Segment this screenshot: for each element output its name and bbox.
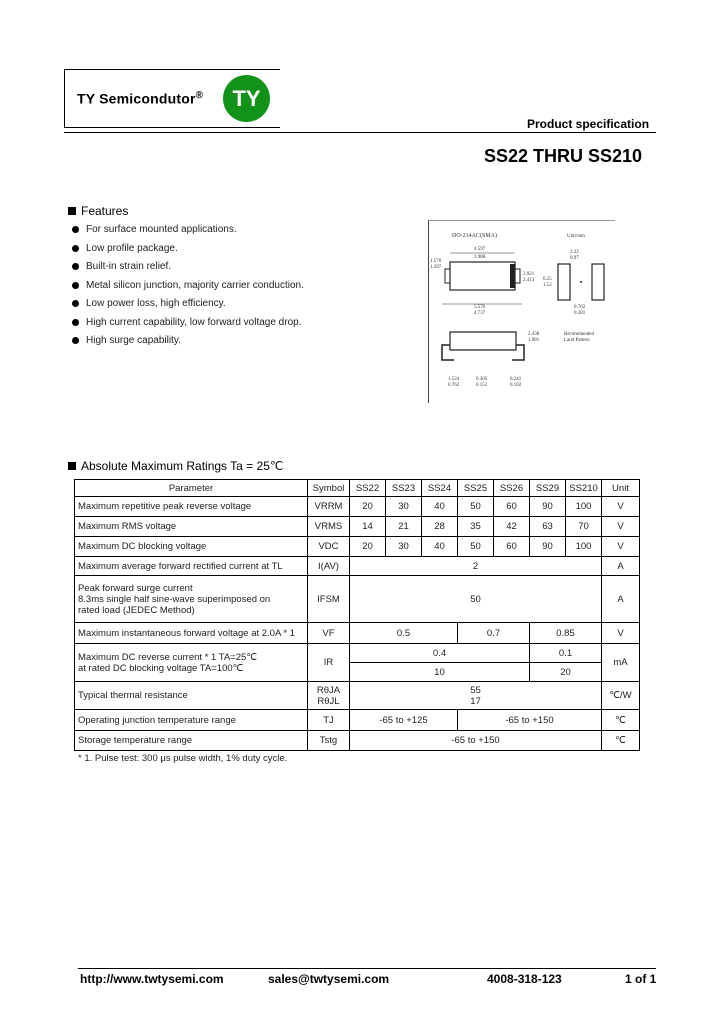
footer-email[interactable]: sales@twtysemi.com bbox=[268, 972, 390, 986]
header-cell: Parameter bbox=[75, 480, 308, 497]
unit-cell: ℃ bbox=[602, 710, 640, 731]
value-cell: 20 bbox=[350, 497, 386, 517]
dim-value: 1.52 bbox=[543, 283, 552, 288]
param-cell bbox=[75, 644, 308, 682]
value-cell: 90 bbox=[530, 497, 566, 517]
value-cell: 63 bbox=[530, 517, 566, 537]
header-cell: SS26 bbox=[494, 480, 530, 497]
dim-value: 2.438 bbox=[528, 332, 540, 337]
value-cell: 0.85 bbox=[530, 623, 602, 644]
dim-value: 2.32 bbox=[570, 250, 579, 255]
feature-item: Low power loss, high efficiency. bbox=[72, 297, 304, 316]
bullet-icon bbox=[72, 226, 79, 233]
feature-item: High current capability, low forward voltage drop. bbox=[72, 316, 304, 335]
value-cell: 30 bbox=[386, 497, 422, 517]
symbol-cell: TJ bbox=[308, 710, 350, 731]
ratings-heading: Absolute Maximum Ratings Ta = 25℃ bbox=[68, 459, 283, 473]
dim-value: 1.570 bbox=[430, 259, 442, 264]
param-cell: Storage temperature range bbox=[75, 731, 308, 751]
symbol-cell: IR bbox=[308, 644, 350, 682]
symbol-cell: VF bbox=[308, 623, 350, 644]
footer-url[interactable]: http://www.twtysemi.com bbox=[80, 972, 224, 986]
dim-value: 3.988 bbox=[474, 255, 486, 260]
header-frame-bottom bbox=[64, 127, 280, 128]
value-cell: 20 bbox=[530, 663, 602, 682]
bullet-icon bbox=[72, 282, 79, 289]
table-header-row bbox=[75, 480, 640, 497]
feature-item: High surge capability. bbox=[72, 334, 304, 353]
header-cell: SS29 bbox=[530, 480, 566, 497]
value-cell: 50 bbox=[458, 497, 494, 517]
value-cell: 42 bbox=[494, 517, 530, 537]
dim-value: 4.597 bbox=[474, 247, 486, 252]
land-pattern-label-1: Recommended bbox=[564, 332, 594, 337]
param-line: at rated DC blocking voltage TA=100℃ bbox=[78, 662, 244, 674]
table-row bbox=[75, 731, 640, 751]
param-cell: Maximum average forward rectified current at TL bbox=[75, 557, 308, 576]
header-cell: Unit bbox=[602, 480, 640, 497]
value-cell: 50 bbox=[350, 576, 602, 623]
value-cell: 0.1 bbox=[530, 644, 602, 663]
dim-value: 0.97 bbox=[570, 256, 579, 261]
dim-value: 1.524 bbox=[448, 377, 460, 382]
dim-value: 0.102 bbox=[510, 383, 522, 388]
param-line: Peak forward surge current bbox=[78, 582, 193, 594]
value-cell: 10 bbox=[350, 663, 530, 682]
dim-value: 1.397 bbox=[430, 265, 442, 270]
symbol-cell: I(AV) bbox=[308, 557, 350, 576]
bullet-icon bbox=[72, 245, 79, 252]
ratings-table bbox=[74, 479, 640, 751]
feature-item: Built-in strain relief. bbox=[72, 260, 304, 279]
header-rule bbox=[64, 132, 656, 133]
value-cell: -65 to +150 bbox=[458, 710, 602, 731]
dim-value: 0.305 bbox=[476, 377, 488, 382]
value-cell: 60 bbox=[494, 537, 530, 557]
features-list bbox=[72, 223, 304, 353]
side-view-body bbox=[450, 332, 516, 350]
value-cell: 0.5 bbox=[350, 623, 458, 644]
header-cell: SS210 bbox=[566, 480, 602, 497]
value-cell: 60 bbox=[494, 497, 530, 517]
value-cell: 21 bbox=[386, 517, 422, 537]
symbol-cell: IFSM bbox=[308, 576, 350, 623]
features-heading: Features bbox=[68, 204, 128, 218]
dim-value: 4.737 bbox=[474, 311, 486, 316]
header-frame-top bbox=[64, 69, 280, 70]
value-line: 17 bbox=[470, 695, 481, 707]
cathode-band bbox=[510, 264, 515, 288]
value-cell: 0.4 bbox=[350, 644, 530, 663]
unit-cell: ℃/W bbox=[602, 682, 640, 710]
param-cell: Maximum RMS voltage bbox=[75, 517, 308, 537]
bullet-icon bbox=[72, 300, 79, 307]
table-row bbox=[75, 710, 640, 731]
product-specification-label: Product specification bbox=[527, 117, 650, 131]
bullet-icon bbox=[72, 319, 79, 326]
symbol-cell: VRMS bbox=[308, 517, 350, 537]
value-cell: 0.7 bbox=[458, 623, 530, 644]
table-row bbox=[75, 623, 640, 644]
header-frame-left bbox=[64, 69, 65, 127]
footer-page-number: 1 of 1 bbox=[625, 972, 657, 986]
top-view-body bbox=[450, 262, 515, 290]
param-cell: Maximum instantaneous forward voltage at 2.0A * 1 bbox=[75, 623, 308, 644]
dim-value: 0.762 bbox=[574, 305, 586, 310]
package-outline-drawing bbox=[428, 220, 618, 406]
package-label: DO-214AC(SMA) bbox=[452, 233, 497, 239]
param-line: rated load (JEDEC Method) bbox=[78, 604, 195, 616]
square-bullet-icon bbox=[68, 207, 76, 215]
header-cell: SS24 bbox=[422, 480, 458, 497]
dim-value: 0.241 bbox=[510, 377, 522, 382]
unit-cell: V bbox=[602, 623, 640, 644]
dim-value: 0.152 bbox=[476, 383, 488, 388]
lead-left bbox=[445, 269, 450, 283]
footer-phone: 4008-318-123 bbox=[487, 972, 562, 986]
symbol-cell: Tstg bbox=[308, 731, 350, 751]
value-cell: 50 bbox=[458, 537, 494, 557]
table-row bbox=[75, 557, 640, 576]
table-row bbox=[75, 517, 640, 537]
value-cell: 100 bbox=[566, 497, 602, 517]
value-cell: 100 bbox=[566, 537, 602, 557]
land-pad-right bbox=[592, 264, 604, 300]
value-cell: 35 bbox=[458, 517, 494, 537]
dim-value: 0.762 bbox=[448, 383, 460, 388]
unit-cell: A bbox=[602, 576, 640, 623]
land-center-mark bbox=[580, 281, 582, 283]
symbol-cell: VRRM bbox=[308, 497, 350, 517]
page-title: SS22 THRU SS210 bbox=[484, 146, 643, 166]
value-cell: 28 bbox=[422, 517, 458, 537]
dim-value: 5.576 bbox=[474, 305, 486, 310]
unit-label: Unit:mm bbox=[567, 234, 586, 239]
footer-rule bbox=[78, 968, 656, 969]
header-cell: SS22 bbox=[350, 480, 386, 497]
param-line: 8.3ms single half sine-wave superimposed on bbox=[78, 593, 271, 605]
brand-name: TY Semicondutor® bbox=[77, 90, 204, 107]
param-cell: Operating junction temperature range bbox=[75, 710, 308, 731]
value-line: 55 bbox=[470, 684, 481, 696]
unit-cell: mA bbox=[602, 644, 640, 682]
dim-value: 2.921 bbox=[523, 272, 535, 277]
table-row bbox=[75, 644, 640, 663]
value-cell: 40 bbox=[422, 497, 458, 517]
value-cell: 40 bbox=[422, 537, 458, 557]
table-row bbox=[75, 576, 640, 623]
param-cell: Maximum DC blocking voltage bbox=[75, 537, 308, 557]
value-cell: 30 bbox=[386, 537, 422, 557]
dim-value: 0.25 bbox=[543, 277, 552, 282]
value-cell: 20 bbox=[350, 537, 386, 557]
feature-item: Metal silicon junction, majority carrier conduction. bbox=[72, 279, 304, 298]
header-cell: SS23 bbox=[386, 480, 422, 497]
symbol-cell bbox=[308, 682, 350, 710]
ty-logo: TY bbox=[223, 75, 270, 122]
value-cell bbox=[350, 682, 602, 710]
lead-right bbox=[515, 269, 520, 283]
symbol-line: RθJL bbox=[317, 695, 340, 707]
side-view-lead-left bbox=[442, 345, 454, 360]
symbol-cell: VDC bbox=[308, 537, 350, 557]
dim-value: 2.413 bbox=[523, 278, 535, 283]
unit-cell: A bbox=[602, 557, 640, 576]
table-row bbox=[75, 537, 640, 557]
bullet-icon bbox=[72, 263, 79, 270]
value-cell: 90 bbox=[530, 537, 566, 557]
param-cell bbox=[75, 576, 308, 623]
feature-item: For surface mounted applications. bbox=[72, 223, 304, 242]
square-bullet-icon bbox=[68, 462, 76, 470]
header-cell: SS25 bbox=[458, 480, 494, 497]
bullet-icon bbox=[72, 337, 79, 344]
registered-mark: ® bbox=[195, 90, 204, 101]
value-cell: 14 bbox=[350, 517, 386, 537]
dim-value: 1.981 bbox=[528, 338, 540, 343]
table-row bbox=[75, 682, 640, 710]
value-cell: 70 bbox=[566, 517, 602, 537]
value-cell: -65 to +125 bbox=[350, 710, 458, 731]
table-row bbox=[75, 497, 640, 517]
value-cell: -65 to +150 bbox=[350, 731, 602, 751]
header-cell: Symbol bbox=[308, 480, 350, 497]
land-pattern-label-2: Land Pattern bbox=[564, 338, 590, 343]
param-line: Maximum DC reverse current * 1 TA=25℃ bbox=[78, 651, 257, 663]
unit-cell: V bbox=[602, 537, 640, 557]
symbol-line: RθJA bbox=[316, 684, 341, 696]
unit-cell: V bbox=[602, 497, 640, 517]
side-view-lead-right bbox=[512, 345, 524, 360]
param-cell: Typical thermal resistance bbox=[75, 682, 308, 710]
land-pad-left bbox=[558, 264, 570, 300]
value-cell: 2 bbox=[350, 557, 602, 576]
feature-item: Low profile package. bbox=[72, 242, 304, 261]
param-cell: Maximum repetitive peak reverse voltage bbox=[75, 497, 308, 517]
unit-cell: ℃ bbox=[602, 731, 640, 751]
unit-cell: V bbox=[602, 517, 640, 537]
dim-value: 0.381 bbox=[574, 311, 586, 316]
footnote: * 1. Pulse test: 300 μs pulse width, 1% duty cycle. bbox=[78, 753, 288, 764]
